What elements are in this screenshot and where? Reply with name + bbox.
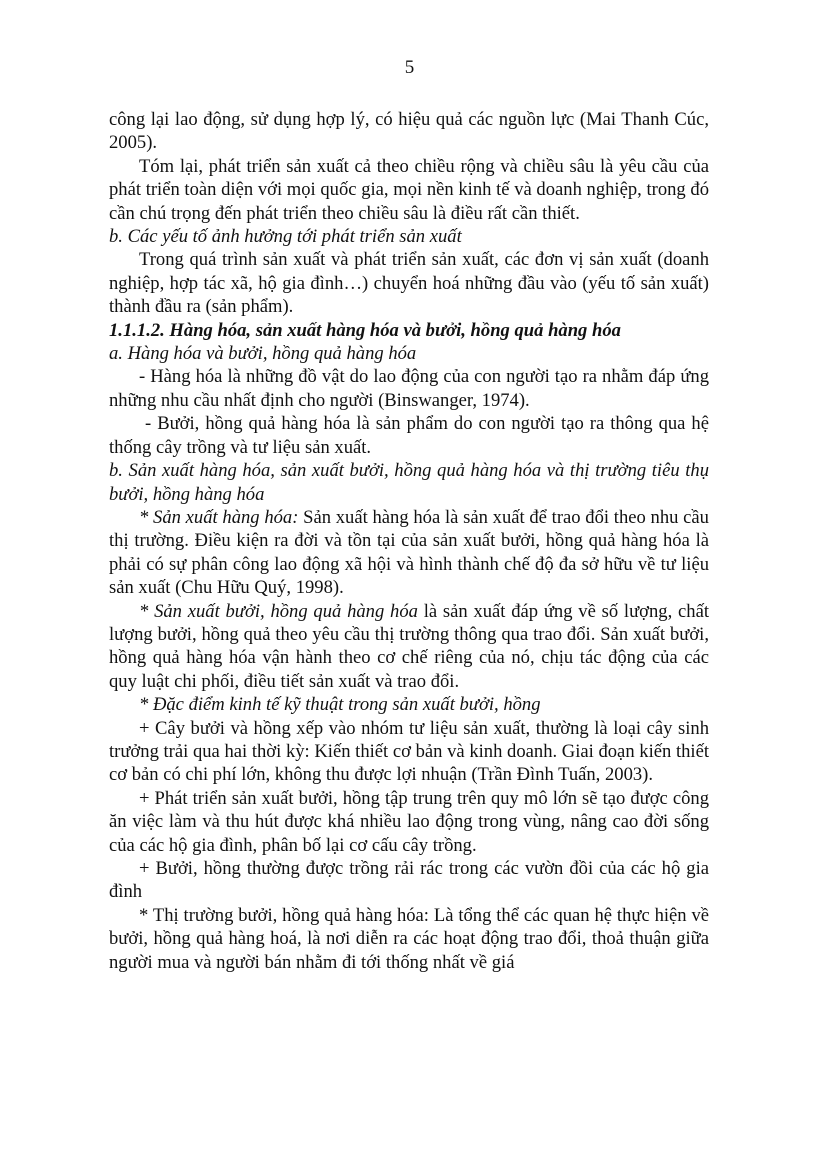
paragraph-production-process: Trong quá trình sản xuất và phát triển sản xuất, các đơn vị sản xuất (doanh nghiệp, hợp tác xã, hộ gia đình…) chuyển hoá những đầu vào (yếu tố sản xuất) thành đầu ra (sản phẩm). <box>109 249 709 318</box>
lead-term: * Sản xuất hàng hóa: <box>139 506 299 528</box>
lead-term: * Sản xuất bưởi, hồng quả hàng hóa <box>139 600 418 622</box>
paragraph-continuation: công lại lao động, sử dụng hợp lý, có hiệu quả các nguồn lực (Mai Thanh Cúc, 2005). <box>109 109 709 154</box>
paragraph-feature-1: + Cây bưởi và hồng xếp vào nhóm tư liệu sản xuất, thường là loại cây sinh trưởng trải qua hai thời kỳ: Kiến thiết cơ bản và kinh doanh. Giai đoạn kiến thiết cơ bản có chi phí lớn, không thu được lợi nhuận (Trần Đình Tuấn, 2003). <box>109 717 709 786</box>
page-number: 5 <box>404 57 415 78</box>
paragraph-goods-definition: - Hàng hóa là những đồ vật do lao động của con người tạo ra nhằm đáp ứng những nhu cầu nhất định cho người (Binswanger, 1974). <box>109 366 709 411</box>
paragraph-market: * Thị trường bưởi, hồng quả hàng hóa: Là tổng thể các quan hệ thực hiện về bưởi, hồng quả hàng hoá, là nơi diễn ra các hoạt động trao đổi, thoả thuận giữa người mua và người bán nhằm đi tới thống nhất về giá <box>109 904 709 973</box>
subheading-goods: a. Hàng hóa và bưởi, hồng quả hàng hóa <box>109 343 417 365</box>
subheading-commodity-production: b. Sản xuất hàng hóa, sản xuất bưởi, hồng quả hàng hóa và thị trường tiêu thụ bưởi, hồng hàng hóa <box>109 460 709 505</box>
paragraph-fruit-production <box>109 600 709 694</box>
subheading-factors: b. Các yếu tố ảnh hưởng tới phát triển sản xuất <box>109 226 462 248</box>
paragraph-text: Sản xuất hàng hóa là sản xuất để trao đổi theo nhu cầu thị trường. Điều kiện ra đời và tồn tại của sản xuất bưởi, hồng quả hàng hóa là phải có sự phân công lao động xã hội và hình thành chế độ đa sở hữu về tư liệu sản xuất (Chu Hữu Quý, 1998). <box>109 506 709 599</box>
paragraph-fruit-goods: - Bưởi, hồng quả hàng hóa là sản phẩm do con người tạo ra thông qua hệ thống cây trồng và tư liệu sản xuất. <box>109 413 709 458</box>
paragraph-summary: Tóm lại, phát triển sản xuất cả theo chiều rộng và chiều sâu là yêu cầu của phát triển toàn diện với mọi quốc gia, mọi nền kinh tế và doanh nghiệp, trong đó cần chú trọng đến phát triển theo chiều sâu là điều rất cần thiết. <box>109 155 709 224</box>
paragraph-commodity-production <box>109 506 709 600</box>
subheading-technical-features: * Đặc điểm kinh tế kỹ thuật trong sản xuất bưởi, hồng <box>139 694 541 716</box>
section-heading-1112: 1.1.1.2. Hàng hóa, sản xuất hàng hóa và bưởi, hồng quả hàng hóa <box>109 319 621 341</box>
paragraph-feature-2: + Phát triển sản xuất bưởi, hồng tập trung trên quy mô lớn sẽ tạo được công ăn việc làm và thu hút được khá nhiều lao động trong vùng, nâng cao đời sống của các hộ gia đình, phân bố lại cơ cấu cây trồng. <box>109 787 709 856</box>
document-body <box>109 108 709 974</box>
paragraph-feature-3: + Bưởi, hồng thường được trồng rải rác trong các vườn đồi của các hộ gia đình <box>109 858 709 903</box>
paragraph-text: là sản xuất đáp ứng về số lượng, chất lượng bưởi, hồng quả theo yêu cầu thị trường thông qua trao đổi. Sản xuất bưởi, hồng quả hàng hóa vận hành theo cơ chế riêng của nó, chịu tác động của các quy luật chi phối, điều tiết sản xuất và trao đổi. <box>109 600 709 692</box>
